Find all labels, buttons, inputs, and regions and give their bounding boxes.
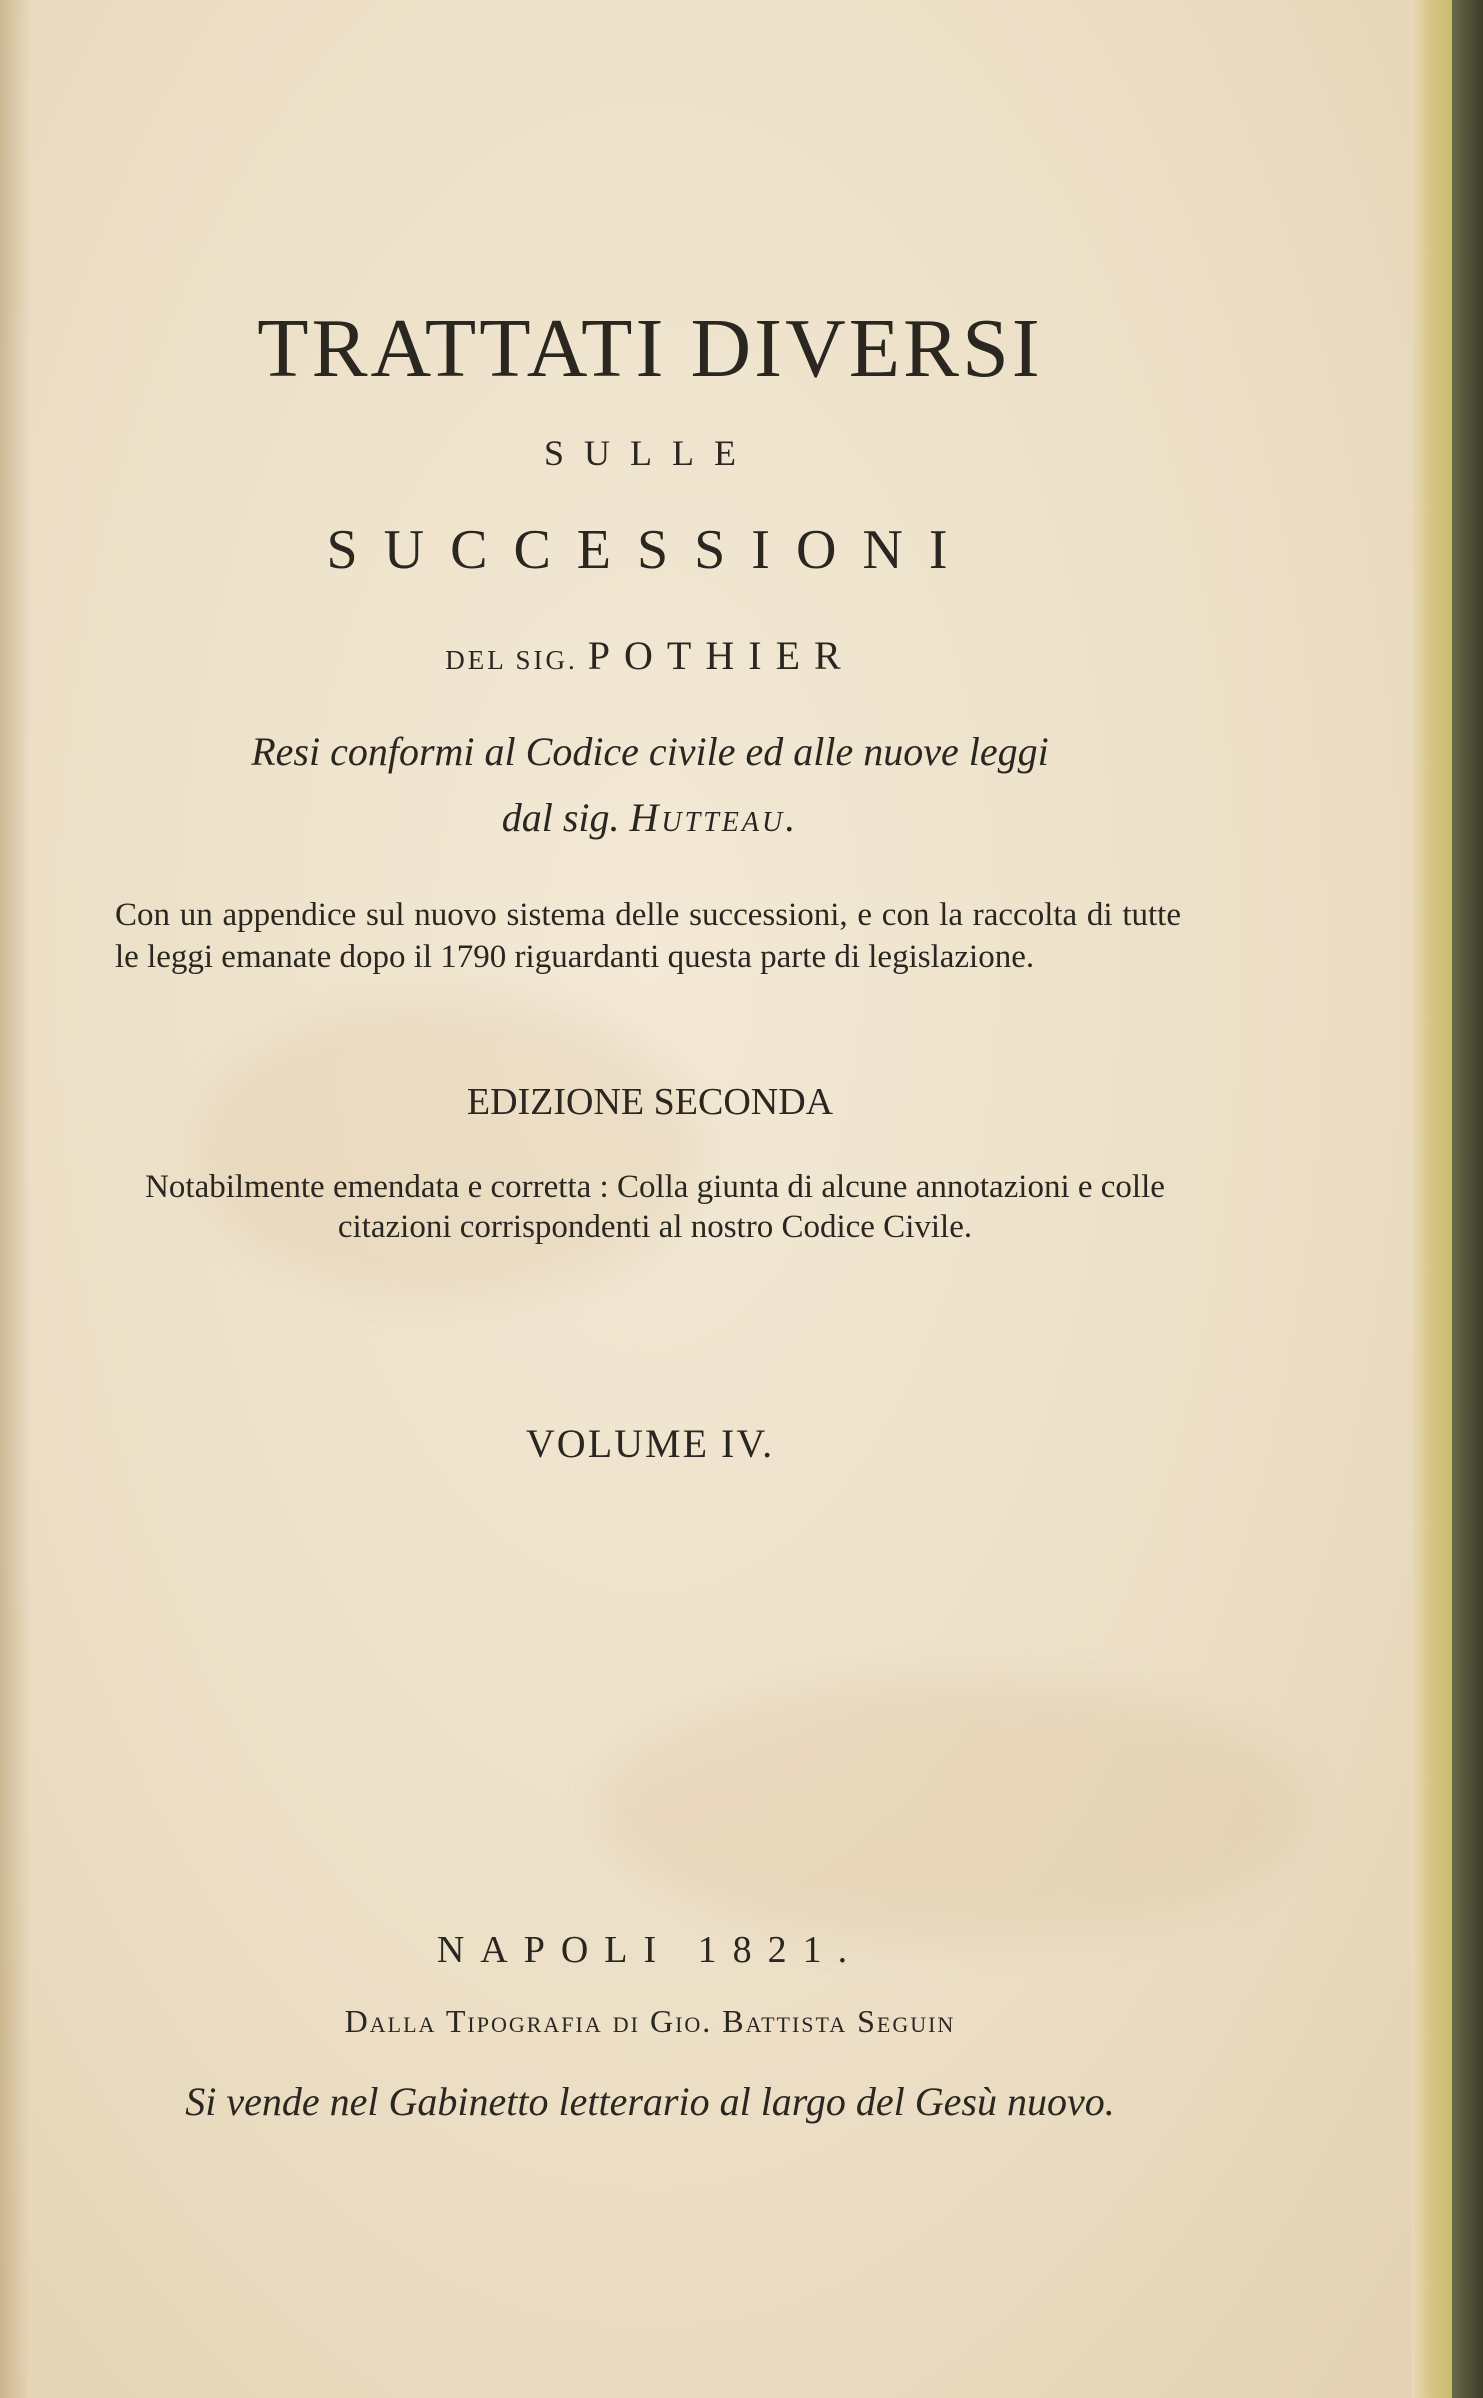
subtitle-prefix: dal sig. <box>501 795 620 840</box>
imprint-place: NAPOLI 1821. <box>436 1929 864 1971</box>
title-successioni: SUCCESSIONI <box>326 519 974 581</box>
volume-label: VOLUME IV. <box>525 1421 775 1466</box>
page-edge <box>1412 0 1452 2398</box>
page-stain <box>200 1000 700 1300</box>
author-line <box>0 632 1300 679</box>
edition-heading: EDIZIONE SECONDA <box>466 1081 834 1123</box>
title-sulle: SULLE <box>544 433 756 473</box>
subtitle-line-1: Resi conformi al Codice civile ed alle nuove leggi <box>251 729 1049 774</box>
imprint-printer: Dalla Tipografia di Gio. Battista Seguin <box>344 2003 956 2039</box>
author-prefix: DEL SIG. <box>445 645 578 675</box>
author-name: POTHIER <box>587 633 855 678</box>
page-stain <box>600 1680 1300 1940</box>
editor-name: Hutteau. <box>629 795 799 840</box>
imprint-sale: Si vende nel Gabinetto letterario al largo del Gesù nuovo. <box>185 2079 1115 2124</box>
book-binding <box>1452 0 1483 2398</box>
subtitle-line-2 <box>0 794 1300 841</box>
appendix-paragraph: Con un appendice sul nuovo sistema delle successioni, e con la raccolta di tutte le leggi emanate dopo il 1790 riguardanti questa parte di legislazione. <box>115 897 1181 975</box>
book-title: TRATTATI DIVERSI <box>257 302 1043 395</box>
edition-note: Notabilmente emendata e corretta : Colla giunta di alcune annotazioni e colle citazioni corrispondenti al nostro Codice Civile. <box>145 1169 1165 1245</box>
